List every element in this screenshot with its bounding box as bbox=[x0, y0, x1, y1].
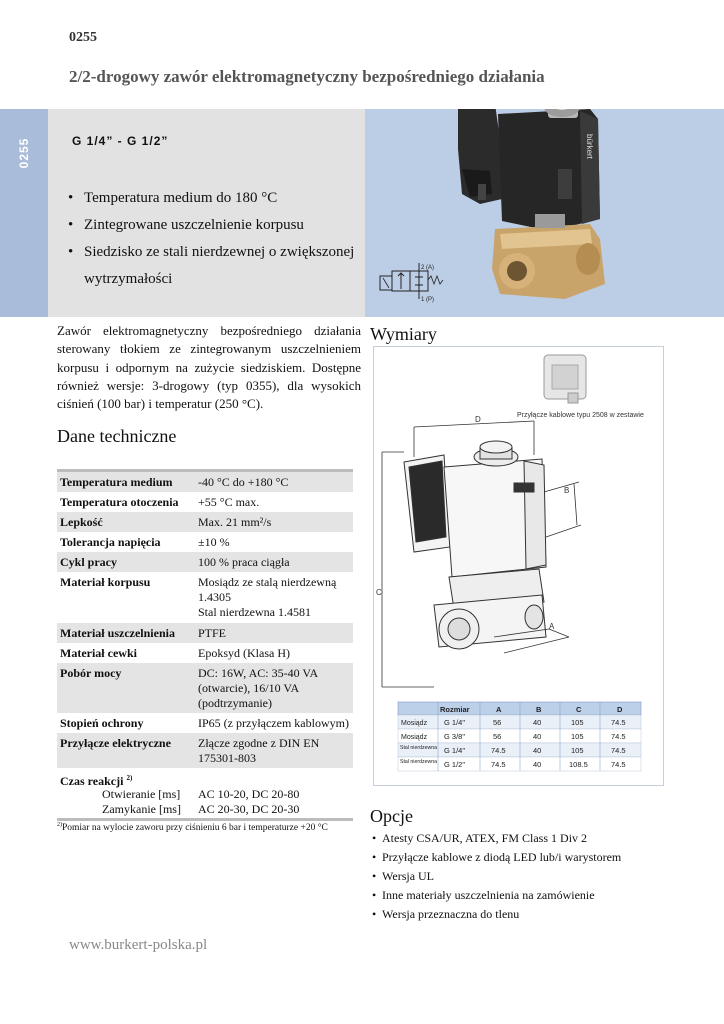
table-row bbox=[57, 552, 353, 572]
footnote-text: Pomiar na wylocie zaworu przy ciśnieniu 6 bar i temperaturze +20 °C bbox=[62, 823, 328, 834]
row-value: -40 °C do +180 °C bbox=[198, 475, 289, 489]
dim-cell: G 3/8" bbox=[444, 732, 466, 741]
dim-cell: 74.5 bbox=[611, 718, 626, 727]
table-row bbox=[57, 768, 353, 818]
options-heading: Opcje bbox=[370, 806, 413, 826]
row-key: Pobór mocy bbox=[60, 666, 122, 680]
footnote-ref: 2) bbox=[126, 774, 133, 782]
feature-item: • Temperatura medium do 180 °C bbox=[66, 185, 361, 212]
dim-cell: 74.5 bbox=[491, 746, 506, 755]
table-row bbox=[57, 713, 353, 733]
row-key: Materiał uszczelnienia bbox=[60, 626, 175, 640]
option-item: • Przyłącze kablowe z diodą LED lub/i warystorem bbox=[372, 848, 621, 867]
dim-cell: 56 bbox=[493, 732, 502, 741]
product-code: 0255 bbox=[69, 30, 97, 45]
symbol-port-1: 1 (P) bbox=[421, 297, 435, 303]
symbol-port-2: 2 (A) bbox=[421, 265, 435, 271]
side-tab-label: 0255 bbox=[17, 137, 31, 169]
table-row bbox=[57, 663, 353, 713]
dim-cell: 40 bbox=[533, 732, 542, 741]
row-key: Cykl pracy bbox=[60, 555, 117, 569]
feature-list bbox=[66, 185, 361, 293]
dim-cell: 108.5 bbox=[569, 760, 588, 769]
table-row bbox=[57, 572, 353, 623]
dim-cell: 40 bbox=[533, 760, 542, 769]
dim-cell: 74.5 bbox=[491, 760, 506, 769]
row-key: Tolerancja napięcia bbox=[60, 535, 161, 549]
dim-header-c: C bbox=[576, 705, 582, 714]
website-link[interactable]: www.burkert-polska.pl bbox=[69, 937, 208, 953]
intro-paragraph: Zawór elektromagnetyczny bezpośredniego działania sterowany tłokiem ze zintegrowanym uszczelnieniem korpusu i odpornym na zużycie siedziskiem. Dostępne również wersje: 3-drogowy (typ 0355), dla wysokich ciśnień (100 bar) i temperatur (250 °C). bbox=[57, 323, 361, 412]
dim-cell: Mosiądz bbox=[401, 734, 428, 741]
table-row bbox=[57, 643, 353, 663]
footnote-marker: 2) bbox=[57, 822, 62, 828]
table-bottom-rule bbox=[57, 818, 353, 821]
connection-size: G 1/4” - G 1/2” bbox=[72, 134, 169, 148]
feature-band bbox=[0, 109, 724, 317]
row-value: 100 % praca ciągła bbox=[198, 555, 290, 569]
row-value: PTFE bbox=[198, 626, 227, 640]
options-list bbox=[372, 829, 621, 924]
tech-heading: Dane techniczne bbox=[57, 426, 177, 446]
row-value: Max. 21 mm²/s bbox=[198, 515, 272, 529]
table-row bbox=[57, 733, 353, 768]
dim-header-d: D bbox=[617, 705, 623, 714]
dim-header-b: B bbox=[536, 705, 542, 714]
option-item: • Wersja przeznaczna do tlenu bbox=[372, 905, 621, 924]
dim-cell: Stal nierdzewna bbox=[400, 759, 438, 765]
dim-cell: 74.5 bbox=[611, 760, 626, 769]
feature-item: • Zintegrowane uszczelnienie korpusu bbox=[66, 212, 361, 239]
table-row bbox=[57, 532, 353, 552]
opening-value: AC 10-20, DC 20-80 bbox=[198, 787, 300, 801]
row-key: Stopień ochrony bbox=[60, 716, 144, 730]
dim-cell: 40 bbox=[533, 746, 542, 755]
row-key: Lepkość bbox=[60, 515, 103, 529]
row-value: DC: 16W, AC: 35-40 VA (otwarcie), 16/10 VA (podtrzymanie) bbox=[198, 666, 318, 710]
row-key: Przyłącze elektryczne bbox=[60, 736, 171, 750]
row-key: Materiał cewki bbox=[60, 646, 137, 660]
dim-cell: G 1/2" bbox=[444, 760, 466, 769]
brand-mark: bürkert bbox=[585, 134, 594, 159]
reaction-label: Czas reakcji bbox=[60, 774, 124, 788]
dim-cell: Stal nierdzewna bbox=[400, 745, 438, 751]
row-key: Temperatura medium bbox=[60, 475, 173, 489]
row-key: Temperatura otoczenia bbox=[60, 495, 179, 509]
page-title: 2/2-drogowy zawór elektromagnetyczny bezpośredniego działania bbox=[69, 67, 545, 86]
option-item: • Inne materiały uszczelnienia na zamówienie bbox=[372, 886, 621, 905]
row-value: ±10 % bbox=[198, 535, 230, 549]
dim-label-d: D bbox=[475, 415, 481, 424]
dim-label-a: A bbox=[549, 622, 555, 631]
table-row bbox=[57, 492, 353, 512]
dim-cell: G 1/4" bbox=[444, 718, 466, 727]
row-value: Złącze zgodne z DIN EN 175301-803 bbox=[198, 736, 320, 765]
dim-cell: 56 bbox=[493, 718, 502, 727]
dimension-drawing bbox=[374, 347, 663, 785]
cable-note: Przyłącze kablowe typu 2508 w zestawie bbox=[517, 412, 644, 419]
table-row bbox=[57, 623, 353, 643]
side-tab bbox=[0, 109, 48, 317]
dim-label-c: C bbox=[376, 588, 382, 597]
dim-label-b: B bbox=[564, 486, 570, 495]
dimensions-heading: Wymiary bbox=[370, 324, 437, 344]
feature-item: • Siedzisko ze stali nierdzewnej o zwiększonej wytrzymałości bbox=[66, 239, 361, 293]
valve-symbol bbox=[377, 263, 447, 303]
option-item: • Atesty CSA/UR, ATEX, FM Class 1 Div 2 bbox=[372, 829, 621, 848]
dim-cell: 105 bbox=[571, 732, 584, 741]
dim-cell: G 1/4" bbox=[444, 746, 466, 755]
dim-cell: Mosiądz bbox=[401, 720, 428, 727]
dim-header-size: Rozmiar bbox=[440, 705, 470, 714]
dim-cell: 74.5 bbox=[611, 746, 626, 755]
table-row bbox=[57, 512, 353, 532]
row-value bbox=[198, 575, 353, 620]
option-item: • Wersja UL bbox=[372, 867, 621, 886]
table-row bbox=[57, 472, 353, 492]
dim-cell: 40 bbox=[533, 718, 542, 727]
dimensions-box bbox=[373, 346, 664, 786]
footnote bbox=[57, 822, 328, 833]
row-value-line: Stal nierdzewna 1.4581 bbox=[198, 605, 311, 619]
dim-header-a: A bbox=[496, 705, 502, 714]
dim-cell: 74.5 bbox=[611, 732, 626, 741]
row-value: +55 °C max. bbox=[198, 495, 260, 509]
row-value: Epoksyd (Klasa H) bbox=[198, 646, 290, 660]
opening-label: Otwieranie [ms] bbox=[102, 787, 181, 801]
closing-label: Zamykanie [ms] bbox=[102, 802, 181, 816]
dim-cell: 105 bbox=[571, 746, 584, 755]
valve-photo bbox=[440, 109, 610, 314]
closing-value: AC 20-30, DC 20-30 bbox=[198, 802, 300, 816]
row-value-line: Mosiądz ze stalą nierdzewną 1.4305 bbox=[198, 575, 337, 604]
dim-cell: 105 bbox=[571, 718, 584, 727]
row-key: Materiał korpusu bbox=[60, 575, 151, 589]
row-value: IP65 (z przyłączem kablowym) bbox=[198, 716, 349, 730]
